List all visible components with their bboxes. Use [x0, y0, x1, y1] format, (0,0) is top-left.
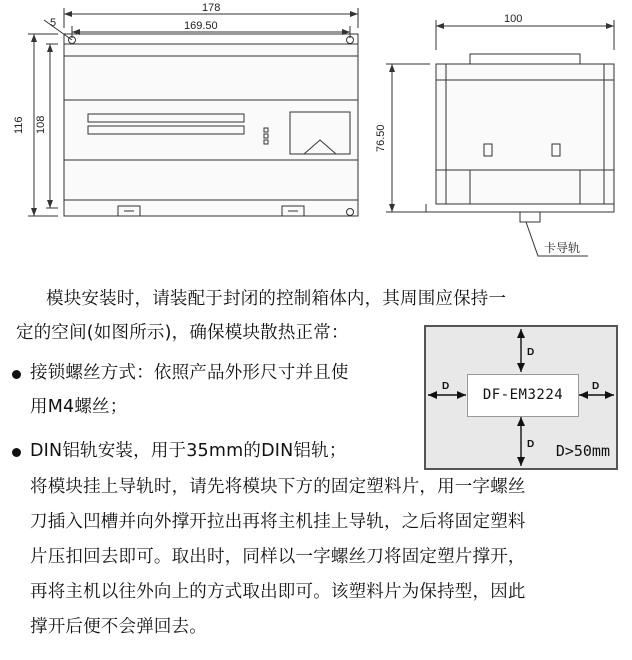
clearance-right-label: D	[592, 381, 600, 392]
bullet-dot	[12, 370, 21, 379]
install-line-2: 刀插入凹槽并向外撑开拉出再将主机挂上导轨，之后将固定塑料	[30, 512, 526, 532]
clearance-bottom-label: D	[527, 439, 535, 450]
module-box: DF-EM3224	[467, 374, 579, 417]
rail-label: 卡导轨	[544, 241, 581, 255]
intro-line-1: 模块安装时，请装配于封闭的控制箱体内，其周围应保持一	[46, 289, 507, 309]
bullet2-line-1: DIN铝轨安装，用于35mm的DIN铝轨；	[30, 441, 347, 461]
clearance-left-label: D	[442, 381, 450, 392]
dim-depth: 100	[504, 13, 523, 25]
dim-height: 116	[13, 116, 25, 134]
dimension-drawing	[0, 0, 632, 272]
dim-inner-height: 108	[35, 115, 47, 134]
dim-side-height: 76.50	[375, 124, 387, 152]
install-line-3: 片压扣回去即可。取出时，同样以一字螺丝刀将固定塑片撑开，	[30, 547, 526, 567]
dim-hole-diameter: 5	[50, 17, 57, 29]
bullet1-line-2: 用M4螺丝；	[30, 397, 128, 417]
clearance-diagram	[424, 325, 618, 470]
intro-line-2: 定的空间(如图所示)，确保模块散热正常：	[16, 323, 349, 343]
bullet-dot	[12, 448, 21, 457]
install-line-4: 再将主机以往外向上的方式取出即可。该塑料片为保持型，因此	[30, 582, 526, 602]
bullet1-line-1: 接锁螺丝方式：依照产品外形尺寸并且使	[30, 363, 349, 383]
install-line-5: 撑开后便不会弹回去。	[30, 617, 207, 637]
dim-width: 178	[202, 2, 221, 14]
dim-hole-spacing: 169.50	[184, 20, 218, 32]
install-line-1: 将模块挂上导轨时，请先将模块下方的固定塑料片，用一字螺丝	[30, 477, 526, 497]
clearance-top-label: D	[527, 347, 535, 358]
clearance-note: D>50mm	[555, 442, 610, 460]
